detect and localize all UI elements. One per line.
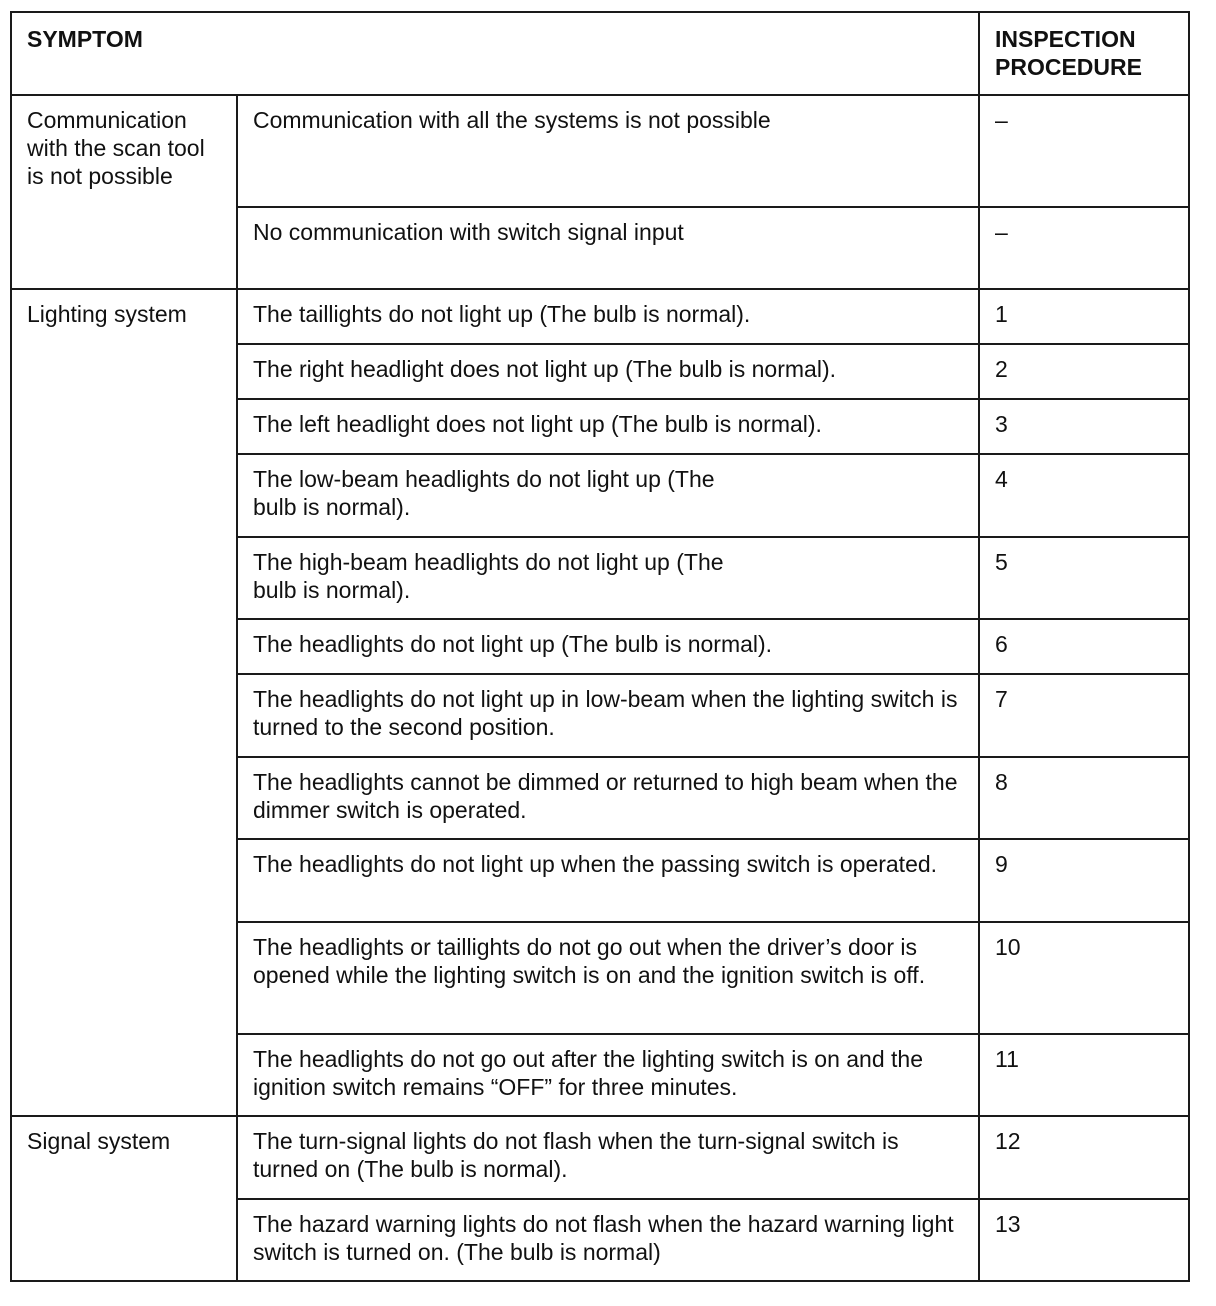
symptom-description: The low-beam headlights do not light up (The bulb is normal).	[237, 454, 979, 537]
symptom-description: The right headlight does not light up (The bulb is normal).	[237, 344, 979, 399]
table-row	[11, 1116, 1189, 1199]
table-header-row	[11, 12, 1189, 95]
symptom-description: The headlights or taillights do not go out when the driver’s door is opened while the lighting switch is on and the ignition switch is off.	[237, 922, 979, 1034]
symptom-description: The hazard warning lights do not flash when the hazard warning light switch is turned on. (The bulb is normal)	[237, 1199, 979, 1281]
header-inspection-procedure: INSPECTION PROCEDURE	[979, 12, 1189, 95]
symptom-description: The left headlight does not light up (The bulb is normal).	[237, 399, 979, 454]
symptom-description: The high-beam headlights do not light up (The bulb is normal).	[237, 537, 979, 619]
symptom-description: The headlights do not light up when the passing switch is operated.	[237, 839, 979, 922]
procedure-number: 2	[979, 344, 1189, 399]
symptom-description: The headlights cannot be dimmed or returned to high beam when the dimmer switch is operated.	[237, 757, 979, 839]
procedure-number: 9	[979, 839, 1189, 922]
symptom-description: No communication with switch signal input	[237, 207, 979, 289]
procedure-number: 4	[979, 454, 1189, 537]
procedure-number: 6	[979, 619, 1189, 674]
symptom-description: The taillights do not light up (The bulb is normal).	[237, 289, 979, 344]
header-symptom: SYMPTOM	[11, 12, 979, 95]
category-lighting-system: Lighting system	[11, 289, 237, 1116]
procedure-number: 13	[979, 1199, 1189, 1281]
symptom-description: The headlights do not go out after the lighting switch is on and the ignition switch remains “OFF” for three minutes.	[237, 1034, 979, 1116]
category-signal-system: Signal system	[11, 1116, 237, 1281]
procedure-number: 3	[979, 399, 1189, 454]
procedure-number: –	[979, 207, 1189, 289]
symptom-description: Communication with all the systems is not possible	[237, 95, 979, 207]
symptom-description: The turn-signal lights do not flash when the turn-signal switch is turned on (The bulb is normal).	[237, 1116, 979, 1199]
procedure-number: –	[979, 95, 1189, 207]
symptom-description: The headlights do not light up in low-beam when the lighting switch is turned to the second position.	[237, 674, 979, 757]
symptom-description: The headlights do not light up (The bulb is normal).	[237, 619, 979, 674]
procedure-number: 12	[979, 1116, 1189, 1199]
category-communication: Communication with the scan tool is not possible	[11, 95, 237, 289]
procedure-number: 5	[979, 537, 1189, 619]
procedure-number: 11	[979, 1034, 1189, 1116]
symptom-table	[10, 11, 1190, 1282]
table-row	[11, 95, 1189, 207]
procedure-number: 7	[979, 674, 1189, 757]
procedure-number: 8	[979, 757, 1189, 839]
procedure-number: 1	[979, 289, 1189, 344]
table-row	[11, 289, 1189, 344]
procedure-number: 10	[979, 922, 1189, 1034]
